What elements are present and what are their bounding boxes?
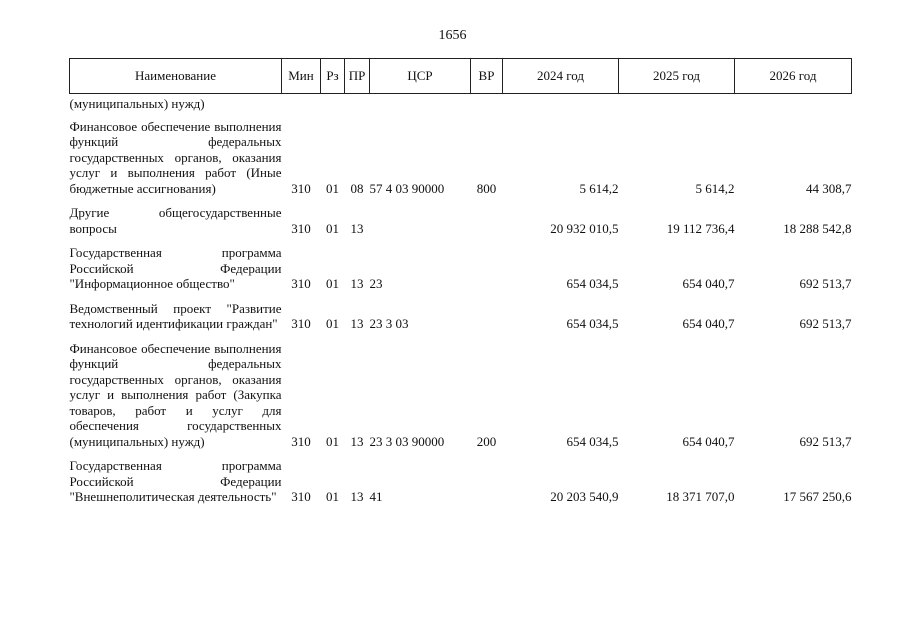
table-row bbox=[70, 94, 852, 116]
cell-min: 310 bbox=[291, 180, 311, 196]
cell-2025: 654 040,7 bbox=[682, 433, 735, 449]
cell-rz: 01 bbox=[326, 276, 339, 291]
cell-name: Ведомственный проект "Развитие технологий идентификации граждан" bbox=[69, 300, 282, 331]
cell-2026 bbox=[735, 94, 852, 116]
header-rz: Рз bbox=[321, 59, 345, 94]
cell-2024: 654 034,5 bbox=[566, 433, 619, 449]
cell-min: 310 bbox=[291, 316, 311, 331]
cell-name: Финансовое обеспечение выполнения функций федеральных государственных органов, оказания услуг и выполнения работ (Закупка товаров, работ и услуг для обеспечения государственных (муниципальных) нужд) bbox=[69, 340, 282, 449]
budget-table bbox=[69, 58, 852, 511]
cell-2026: 692 513,7 bbox=[799, 433, 852, 449]
cell-2025 bbox=[619, 94, 735, 116]
cell-pr bbox=[345, 94, 370, 116]
cell-min: 310 bbox=[291, 220, 311, 236]
cell-rz: 01 bbox=[326, 433, 339, 449]
cell-csr: 41 bbox=[369, 489, 383, 504]
cell-name: Государственная программа Российской Федерации "Информационное общество" bbox=[69, 245, 282, 291]
header-pr: ПР bbox=[345, 59, 370, 94]
cell-min: 310 bbox=[291, 433, 311, 449]
cell-rz: 01 bbox=[326, 180, 339, 196]
table-row bbox=[70, 116, 852, 203]
cell-name: Государственная программа Российской Федерации "Внешнеполитическая деятельность" bbox=[69, 458, 282, 504]
cell-2026: 17 567 250,6 bbox=[783, 489, 852, 504]
cell-pr: 08 bbox=[350, 180, 364, 196]
cell-name: Другие общегосударственные вопросы bbox=[69, 205, 282, 236]
cell-csr: 57 4 03 90000 bbox=[369, 180, 445, 196]
cell-rz: 01 bbox=[326, 220, 339, 236]
table-header-row bbox=[70, 59, 852, 94]
cell-2024: 20 932 010,5 bbox=[550, 220, 619, 236]
cell-csr bbox=[370, 202, 471, 242]
header-csr: ЦСР bbox=[370, 59, 471, 94]
header-2024: 2024 год bbox=[503, 59, 619, 94]
cell-2024: 654 034,5 bbox=[566, 316, 619, 331]
cell-2025: 5 614,2 bbox=[695, 180, 735, 196]
cell-2026: 692 513,7 bbox=[799, 316, 852, 331]
cell-csr: 23 3 03 bbox=[369, 316, 409, 331]
cell-min: 310 bbox=[291, 276, 311, 291]
cell-2025: 654 040,7 bbox=[682, 316, 735, 331]
table-row bbox=[70, 242, 852, 298]
cell-2026: 692 513,7 bbox=[799, 276, 852, 291]
cell-2025: 654 040,7 bbox=[682, 276, 735, 291]
cell-2026: 44 308,7 bbox=[806, 180, 852, 196]
cell-2026: 18 288 542,8 bbox=[783, 220, 852, 236]
cell-2025: 18 371 707,0 bbox=[666, 489, 735, 504]
cell-csr: 23 bbox=[369, 276, 383, 291]
cell-2024: 20 203 540,9 bbox=[550, 489, 619, 504]
page-number: 1656 bbox=[438, 28, 467, 43]
table-row bbox=[70, 202, 852, 242]
cell-2024: 654 034,5 bbox=[566, 276, 619, 291]
header-2025: 2025 год bbox=[619, 59, 735, 94]
cell-min bbox=[282, 94, 321, 116]
cell-rz bbox=[321, 94, 345, 116]
cell-vr: 200 bbox=[476, 433, 497, 449]
cell-csr bbox=[370, 94, 471, 116]
cell-vr bbox=[471, 298, 503, 338]
cell-pr: 13 bbox=[350, 489, 364, 504]
cell-min: 310 bbox=[291, 489, 311, 504]
cell-2024: 5 614,2 bbox=[579, 180, 619, 196]
header-2026: 2026 год bbox=[735, 59, 852, 94]
cell-pr: 13 bbox=[350, 316, 364, 331]
table-row bbox=[70, 338, 852, 456]
header-name: Наименование bbox=[70, 59, 282, 94]
cell-name: (муниципальных) нужд) bbox=[69, 96, 205, 111]
cell-rz: 01 bbox=[326, 489, 339, 504]
header-vr: ВР bbox=[471, 59, 503, 94]
cell-vr bbox=[471, 94, 503, 116]
cell-name: Финансовое обеспечение выполнения функций федеральных государственных органов, оказания услуг и выполнения работ (Иные бюджетные ассигнования) bbox=[69, 118, 282, 196]
cell-2025: 19 112 736,4 bbox=[666, 220, 735, 236]
table-row bbox=[70, 455, 852, 511]
cell-csr: 23 3 03 90000 bbox=[369, 433, 445, 449]
cell-rz: 01 bbox=[326, 316, 339, 331]
header-min: Мин bbox=[282, 59, 321, 94]
table-row bbox=[70, 298, 852, 338]
cell-pr: 13 bbox=[350, 433, 364, 449]
cell-2024 bbox=[503, 94, 619, 116]
cell-vr bbox=[471, 455, 503, 511]
cell-vr bbox=[471, 242, 503, 298]
cell-vr bbox=[471, 202, 503, 242]
cell-pr: 13 bbox=[350, 220, 364, 236]
cell-pr: 13 bbox=[350, 276, 364, 291]
cell-vr: 800 bbox=[476, 180, 497, 196]
